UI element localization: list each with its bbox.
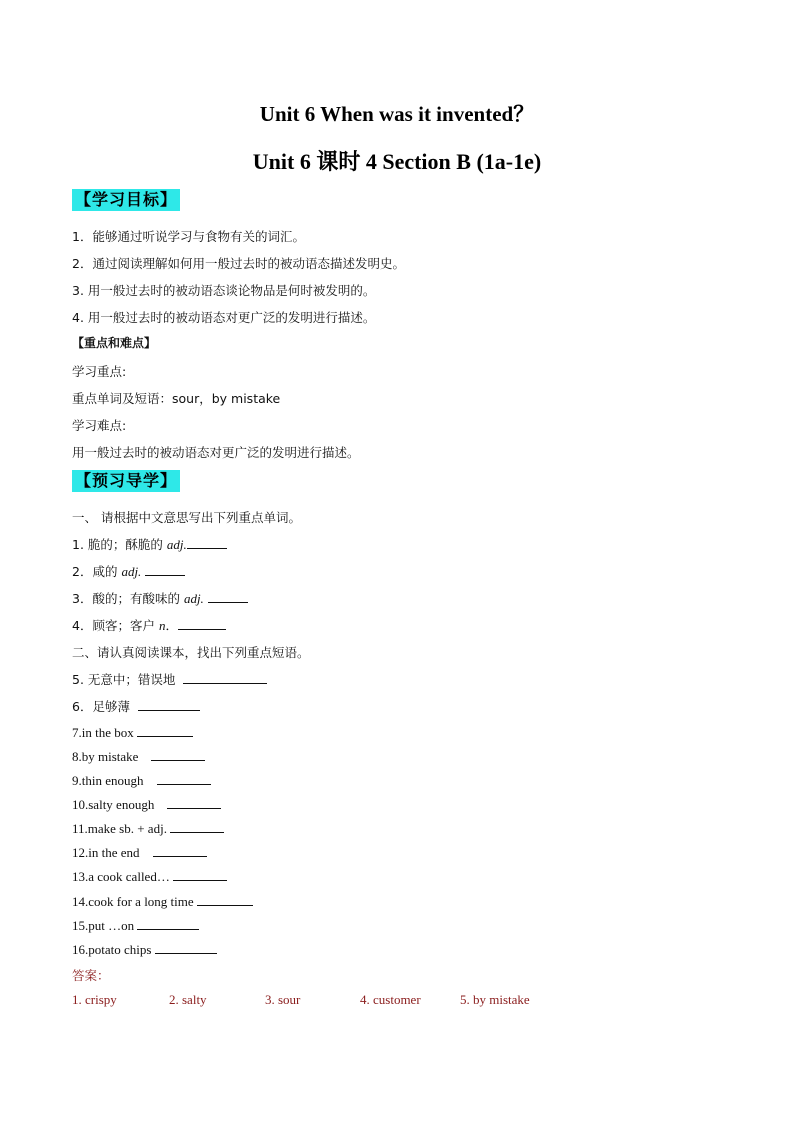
word-item-text: 2．咸的 [72,564,122,579]
answer-blank[interactable] [178,617,226,630]
word-item: 4．顾客；客户 n． [72,616,226,634]
word-item-pos: adj. [183,591,204,606]
word-item [72,535,227,553]
page-title: Unit 6 When was it invented？ [259,102,535,126]
part2-instruction: 二、请认真阅读课本，找出下列重点短语。 [72,645,310,660]
answer-blank[interactable] [208,590,248,603]
phrase-item-text: 9.thin enough [72,773,144,788]
phrase-item [72,670,267,688]
phrase-item-text: 16.potato chips [72,942,152,957]
answer-blank[interactable] [137,724,193,737]
phrase-item [72,724,193,741]
answer-blank[interactable] [155,941,217,954]
answer-item: 5. by mistake [460,992,530,1007]
goal-item: 2．通过阅读理解如何用一般过去时的被动语态描述发明史。 [72,256,405,271]
page-subtitle: Unit 6 课时 4 Section B (1a-1e) [252,149,542,174]
difficulty-text: 用一般过去时的被动语态对更广泛的发明进行描述。 [72,445,360,460]
phrase-item-text: 10.salty enough [72,797,155,812]
word-item-pos: adj. [166,537,187,552]
phrase-item [72,941,217,958]
answer-item: 4. customer [360,992,421,1007]
answer-blank[interactable] [145,563,185,576]
phrase-item [72,772,211,789]
phrase-item-text: 13.a cook called… [72,869,170,884]
answer-blank[interactable] [153,844,207,857]
section-heading-preview: 【预习导学】 [72,470,180,492]
phrase-item-text: 11.make sb. + adj. [72,821,167,836]
word-item-text: 4．顾客；客户 [72,618,159,633]
answer-blank[interactable] [157,772,211,785]
key-points-heading: 【重点和难点】 [72,336,157,350]
phrase-item [72,844,207,861]
phrase-item-text: 12.in the end [72,845,140,860]
word-item-text: 3．酸的；有酸味的 [72,591,184,606]
answer-blank[interactable] [167,796,221,809]
word-item-pos: n [158,618,166,633]
answer-blank[interactable] [187,536,227,549]
phrase-item [72,868,227,885]
answers-row [72,992,752,1010]
answer-blank[interactable] [170,820,224,833]
answer-item: 3. sour [265,992,301,1007]
phrase-item [72,820,224,837]
answer-blank[interactable] [197,893,253,906]
word-item-text: 1. 脆的；酥脆的 [72,537,167,552]
word-item [72,589,248,607]
goal-item: 4. 用一般过去时的被动语态对更广泛的发明进行描述。 [72,310,376,325]
answer-blank[interactable] [137,917,199,930]
phrase-item [72,748,205,765]
goal-item: 3. 用一般过去时的被动语态谈论物品是何时被发明的。 [72,283,376,298]
goal-item: 1．能够通过听说学习与食物有关的词汇。 [72,229,305,244]
phrase-item-text: 5. 无意中；错误地 [72,672,176,687]
phrase-item [72,796,221,813]
answer-item: 1. crispy [72,992,117,1007]
phrase-item-text: 8.by mistake [72,749,139,764]
phrase-item-text: 6．足够薄 [72,699,130,714]
answer-item: 2. salty [169,992,207,1007]
part1-instruction: 一、 请根据中文意思写出下列重点单词。 [72,510,301,525]
word-item [72,562,185,580]
answers-label: 答案： [72,968,110,983]
section-heading-goals: 【学习目标】 [72,189,180,211]
phrase-item [72,893,253,910]
answer-blank[interactable] [173,868,227,881]
phrase-item-text: 7.in the box [72,725,134,740]
answer-blank[interactable] [151,748,205,761]
phrase-item-text: 15.put …on [72,918,135,933]
key-points-label: 学习重点: [72,364,127,379]
key-words: 重点单词及短语：sour，by mistake [72,391,281,406]
phrase-item [72,917,199,934]
phrase-item-text: 14.cook for a long time [72,894,194,909]
answer-blank[interactable] [138,698,200,711]
answer-blank[interactable] [183,671,267,684]
difficulty-label: 学习难点: [72,418,127,433]
word-item-pos: adj. [121,564,142,579]
phrase-item [72,697,200,715]
